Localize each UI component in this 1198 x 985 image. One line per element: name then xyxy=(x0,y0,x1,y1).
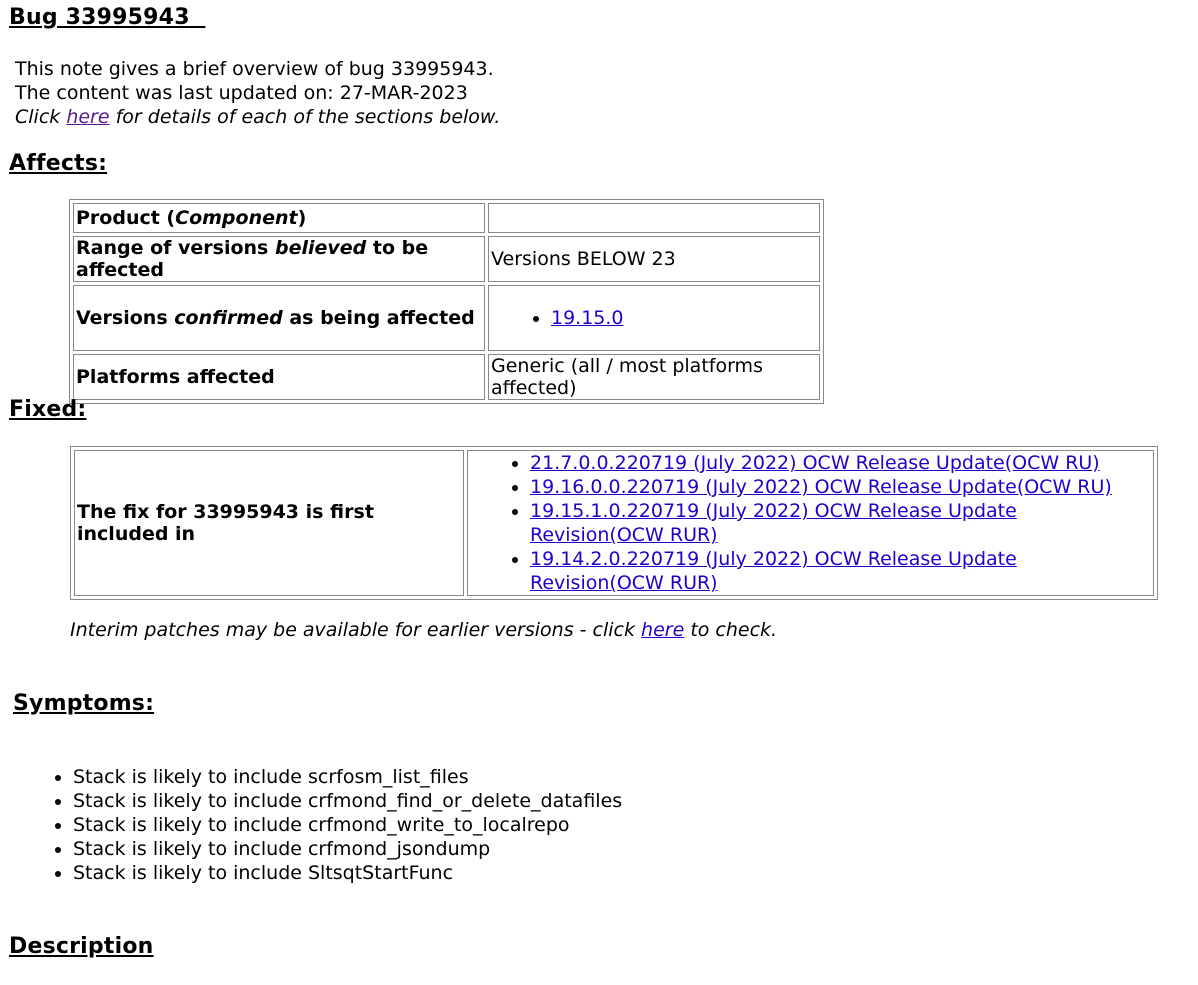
affects-heading: Affects: xyxy=(9,151,108,176)
platforms-label: Platforms affected xyxy=(73,354,485,400)
list-item: • Stack is likely to include crfmond_jsondump xyxy=(73,837,622,861)
interim-patches-link[interactable]: here xyxy=(641,619,685,641)
page-title: Bug 33995943 xyxy=(9,5,190,30)
confirmed-versions xyxy=(488,285,820,351)
product-label: Product (Component) xyxy=(73,203,485,233)
table-row xyxy=(73,203,820,233)
release-link[interactable]: 19.16.0.0.220719 (July 2022) OCW Release Update(OCW RU) xyxy=(530,476,1112,498)
version-link[interactable]: 19.15.0 xyxy=(551,307,624,329)
product-value xyxy=(488,203,820,233)
symptom-list xyxy=(32,765,622,885)
list-item: • Stack is likely to include SltsqtStartFunc xyxy=(73,861,622,885)
symptoms-heading: Symptoms: xyxy=(13,691,155,716)
interim-patches-note: Interim patches may be available for earlier versions - click here to check. xyxy=(70,619,778,641)
description-heading: Description xyxy=(9,934,154,959)
range-label: Range of versions believed to be affected xyxy=(73,236,485,282)
release-link[interactable]: 21.7.0.0.220719 (July 2022) OCW Release Update(OCW RU) xyxy=(530,452,1100,474)
list-item xyxy=(530,547,1151,595)
table-row xyxy=(73,354,820,400)
intro-click-line: Click here for details of each of the sections below. xyxy=(15,106,501,128)
list-item xyxy=(530,451,1151,475)
platforms-value: Generic (all / most platforms affected) xyxy=(488,354,820,400)
list-item: • Stack is likely to include crfmond_write_to_localrepo xyxy=(73,813,622,837)
sections-help-link[interactable]: here xyxy=(66,106,110,128)
table-row xyxy=(74,450,1154,596)
release-link[interactable]: 19.14.2.0.220719 (July 2022) OCW Release Update Revision(OCW RUR) xyxy=(530,548,1017,594)
range-value: Versions BELOW 23 xyxy=(488,236,820,282)
list-item: • Stack is likely to include scrfosm_list_files xyxy=(73,765,622,789)
intro-updated: The content was last updated on: 27-MAR-2023 xyxy=(15,82,468,104)
list-item xyxy=(530,499,1151,547)
intro-overview: This note gives a brief overview of bug 33995943. xyxy=(15,58,494,80)
list-item xyxy=(530,475,1151,499)
release-link[interactable]: 19.15.1.0.220719 (July 2022) OCW Release Update Revision(OCW RUR) xyxy=(530,500,1017,546)
intro-block xyxy=(15,57,500,129)
list-item: • Stack is likely to include crfmond_find_or_delete_datafiles xyxy=(73,789,622,813)
fix-label: The fix for 33995943 is first included in xyxy=(74,450,464,596)
table-row xyxy=(73,236,820,282)
table-row xyxy=(73,285,820,351)
fixed-table xyxy=(70,446,1158,600)
affects-table xyxy=(69,199,824,404)
fixed-heading: Fixed: xyxy=(9,397,87,422)
fix-releases xyxy=(467,450,1154,596)
list-item xyxy=(551,306,817,330)
confirmed-label: Versions confirmed as being affected xyxy=(73,285,485,351)
